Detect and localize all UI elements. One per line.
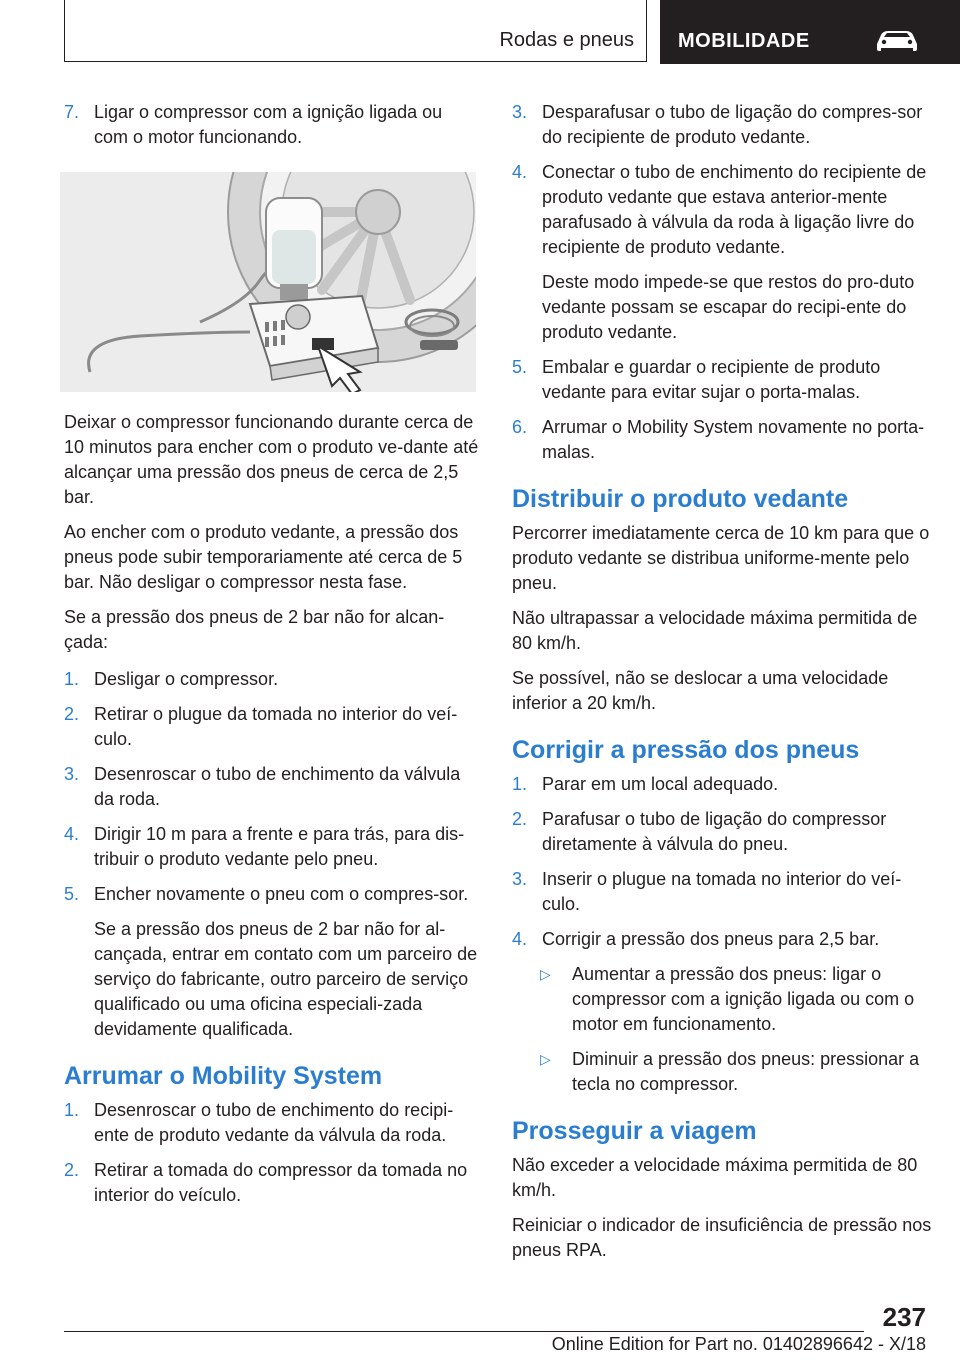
step-text: Encher novamente o pneu com o compres-sor.	[94, 884, 469, 904]
compressor-illustration	[60, 172, 476, 392]
steps-list	[64, 667, 480, 1042]
step-number: 1.	[64, 1100, 80, 1120]
step-note: Se a pressão dos pneus de 2 bar não for al-cançada, entrar em contato com um parceiro de serviço do fabricante, outro parceiro de serviço qualificado ou uma oficina especiali-zada devidamente qualificada.	[94, 919, 478, 1039]
step-text: Corrigir a pressão dos pneus para 2,5 bar.	[542, 929, 880, 949]
paragraph: Reiniciar o indicador de insuficiência de pressão nos pneus RPA.	[512, 1215, 932, 1260]
car-icon	[873, 28, 921, 54]
paragraph: Não exceder a velocidade máxima permitida de 80 km/h.	[512, 1155, 918, 1200]
step-number: 4.	[512, 929, 528, 949]
step-text: Parafusar o tubo de ligação do compressor diretamente à válvula do pneu.	[542, 809, 887, 854]
section-heading: Arrumar o Mobility System	[64, 1062, 383, 1090]
list-item	[64, 100, 480, 150]
paragraph: Se possível, não se deslocar a uma velocidade inferior a 20 km/h.	[512, 668, 889, 713]
list-item	[64, 1158, 480, 1208]
list-item	[512, 807, 932, 857]
list-item	[64, 702, 480, 752]
step-number: 4.	[512, 162, 528, 182]
paragraph: Deixar o compressor funcionando durante cerca de 10 minutos para encher com o produto ve-dante até alcançar uma pressão dos pneus de cerca de 2,5 bar.	[64, 412, 479, 507]
step-number: 1.	[64, 669, 80, 689]
list-item	[64, 667, 480, 692]
list-item	[64, 762, 480, 812]
bullet-item	[512, 1047, 932, 1097]
page-number: 237	[882, 1302, 926, 1332]
paragraph: Não ultrapassar a velocidade máxima permitida de 80 km/h.	[512, 608, 918, 653]
section-title: Rodas e pneus	[499, 29, 634, 51]
list-item	[64, 822, 480, 872]
step-number: 6.	[512, 417, 528, 437]
step-number: 5.	[64, 884, 80, 904]
paragraph: Ao encher com o produto vedante, a pressão dos pneus pode subir temporariamente até cerca de 5 bar. Não desligar o compressor nesta fase.	[64, 522, 463, 592]
list-item	[512, 772, 932, 797]
footer-divider	[64, 1331, 864, 1332]
step-number: 4.	[64, 824, 80, 844]
list-item	[512, 867, 932, 917]
step-text: Conectar o tubo de enchimento do recipiente de produto vedante que estava anterior-mente parafusado à válvula da roda à ligação livre do recipiente de produto vedante.	[542, 162, 927, 257]
triangle-bullet-icon: ▷	[540, 966, 551, 982]
step-text: Retirar a tomada do compressor da tomada no interior do veículo.	[94, 1160, 468, 1205]
list-item	[512, 927, 932, 952]
section-heading: Prosseguir a viagem	[512, 1117, 757, 1145]
list-item	[64, 1098, 480, 1148]
section-heading: Distribuir o produto vedante	[512, 485, 849, 513]
bullet-text: Diminuir a pressão dos pneus: pressionar a tecla no compressor.	[572, 1049, 920, 1094]
list-item	[512, 415, 932, 465]
section-tab	[64, 0, 647, 62]
step-number: 2.	[512, 809, 528, 829]
step-number: 3.	[512, 102, 528, 122]
step-number: 2.	[64, 1160, 80, 1180]
list-item	[512, 355, 932, 405]
step-text: Arrumar o Mobility System novamente no porta-malas.	[542, 417, 925, 462]
paragraph: Percorrer imediatamente cerca de 10 km para que o produto vedante se distribua uniforme-mente pelo pneu.	[512, 523, 930, 593]
step-text: Desligar o compressor.	[94, 669, 279, 689]
step-number: 3.	[512, 869, 528, 889]
step-number: 3.	[64, 764, 80, 784]
category-tab	[660, 0, 960, 64]
right-column	[512, 100, 932, 1273]
page-header	[64, 0, 960, 64]
step-text: Desenroscar o tubo de enchimento da válvula da roda.	[94, 764, 461, 809]
paragraph: Se a pressão dos pneus de 2 bar não for alcan-çada:	[64, 607, 445, 652]
step-text: Inserir o plugue na tomada no interior do veí-culo.	[542, 869, 902, 914]
step-text: Parar em um local adequado.	[542, 774, 779, 794]
step-note: Deste modo impede-se que restos do pro-duto vedante possam se escapar do recipi-ente do produto vedante.	[542, 272, 915, 342]
step-text: Retirar o plugue da tomada no interior do veí-culo.	[94, 704, 458, 749]
step-text: Desparafusar o tubo de ligação do compres-sor do recipiente de produto vedante.	[542, 102, 923, 147]
list-item	[512, 100, 932, 150]
step-text: Dirigir 10 m para a frente e para trás, para dis-tribuir o produto vedante pelo pneu.	[94, 824, 465, 869]
step-number: 5.	[512, 357, 528, 377]
bullet-text: Aumentar a pressão dos pneus: ligar o compressor com a ignição ligada ou com o motor em funcionamento.	[572, 964, 915, 1034]
list-item	[64, 882, 480, 1042]
edition-note: Online Edition for Part no. 01402896642 - X/18	[551, 1334, 926, 1354]
compressor-wheel-image	[60, 172, 476, 392]
step-number: 2.	[64, 704, 80, 724]
triangle-bullet-icon: ▷	[540, 1051, 551, 1067]
step-text: Ligar o compressor com a ignição ligada ou com o motor funcionando.	[94, 102, 443, 147]
list-item	[512, 160, 932, 345]
bullet-item	[512, 962, 932, 1037]
step-number: 1.	[512, 774, 528, 794]
category-title: MOBILIDADE	[678, 30, 810, 52]
section-heading: Corrigir a pressão dos pneus	[512, 736, 860, 764]
left-column	[64, 100, 480, 1218]
step-number: 7.	[64, 102, 80, 122]
step-text: Embalar e guardar o recipiente de produto vedante para evitar sujar o porta-malas.	[542, 357, 881, 402]
step-text: Desenroscar o tubo de enchimento do recipi-ente de produto vedante da válvula da roda.	[94, 1100, 454, 1145]
